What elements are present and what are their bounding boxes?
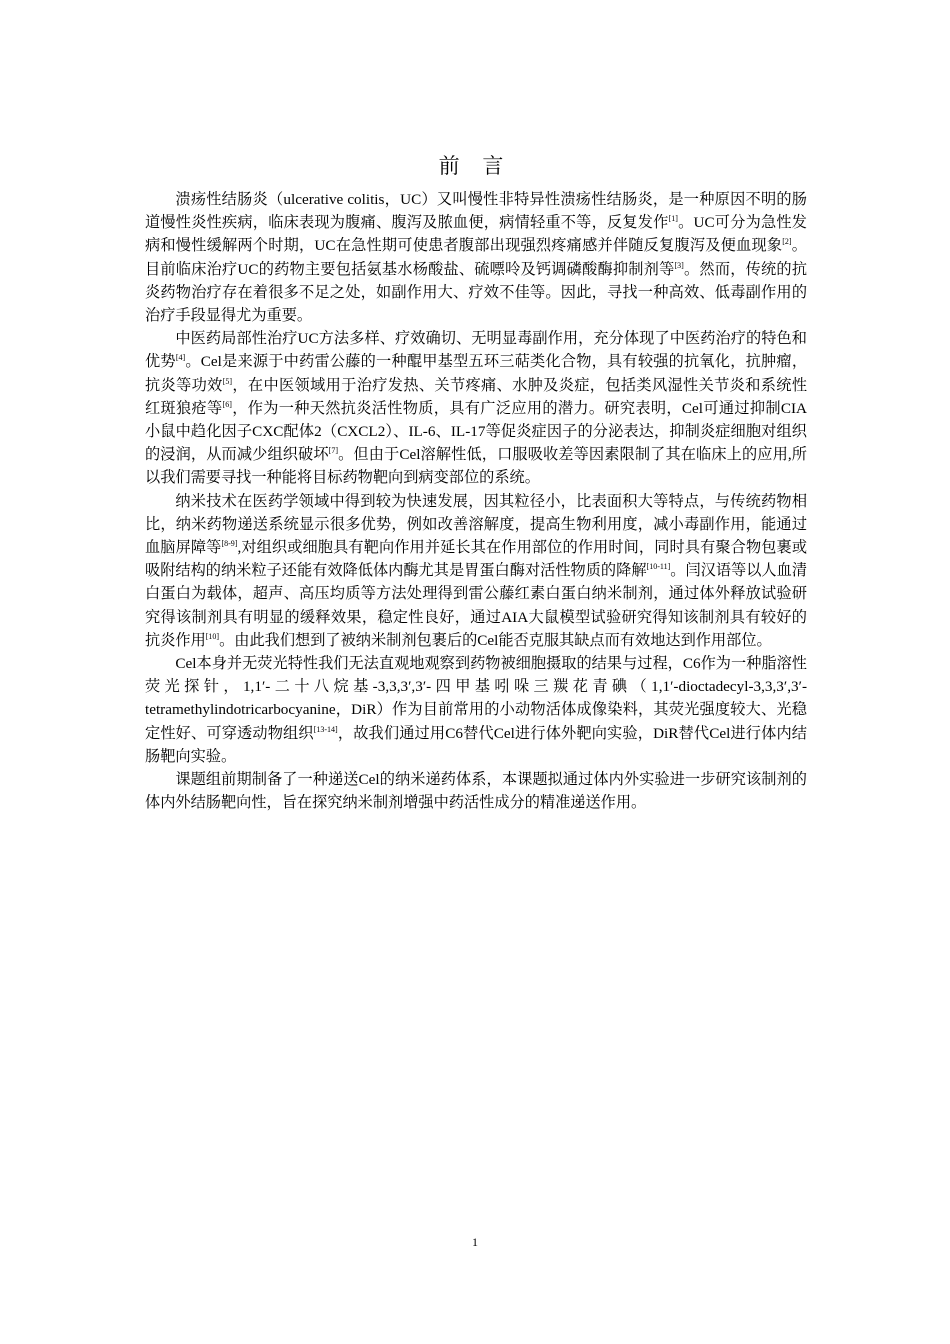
paragraph-1 bbox=[145, 188, 807, 327]
paragraph-3 bbox=[145, 490, 807, 652]
citation-ref: [5] bbox=[222, 376, 233, 386]
paragraph-text: 。闫汉语等以人血清白蛋白为载体，超声、高压均质等方法处理得到雷公藤红素白蛋白纳米制剂，通过体外释放试验研究得该制剂具有明显的缓释效果，稳定性良好，通过AIA大鼠模型试验研究得知该制剂具有较好的抗炎作用 bbox=[145, 562, 808, 649]
paragraph-text: 中医药局部性治疗UC方法多样、疗效确切、无明显毒副作用，充分体现了中医药治疗的特色和优势 bbox=[145, 330, 807, 371]
citation-ref: [4] bbox=[175, 353, 186, 363]
citation-ref: [8-9] bbox=[221, 539, 238, 549]
paragraph-text: Cel本身并无荧光特性我们无法直观地观察到药物被细胞摄取的结果与过程，C6作为一种脂溶性荧光探针，1,1′-二十八烷基-3,3,3′,3′-四甲基吲哚三羰花青碘（1,1′-dioctadecyl-3,3,3′,3′-tetramethylindotricarbocyanine，DiR）作为目前常用的小动物活体成像染料，其荧光强度较大、光稳定性好、可穿透动物组织 bbox=[145, 655, 807, 742]
citation-ref: [10-11] bbox=[646, 562, 671, 572]
citation-ref: [10] bbox=[205, 631, 220, 641]
paragraph-text: 课题组前期制备了一种递送Cel的纳米递药体系，本课题拟通过体内外实验进一步研究该制剂的体内外结肠靶向性，旨在探究纳米制剂增强中药活性成分的精准递送作用。 bbox=[145, 771, 807, 812]
paragraph-4 bbox=[145, 652, 807, 768]
paragraph-text: 。然而，传统的抗炎药物治疗存在着很多不足之处，如副作用大、疗效不佳等。因此，寻找一种高效、低毒副作用的治疗手段显得尤为重要。 bbox=[145, 260, 808, 325]
page-number: 1 bbox=[472, 1235, 478, 1249]
paragraph-2 bbox=[145, 327, 807, 489]
paragraph-text: 。但由于Cel溶解性低，口服吸收差等因素限制了其在临床上的应用,所以我们需要寻找一种能将目标药物靶向到病变部位的系统。 bbox=[145, 446, 807, 487]
paragraph-text: 。目前临床治疗UC的药物主要包括氨基水杨酸盐、硫嘌呤及钙调磷酸酶抑制剂等 bbox=[145, 237, 807, 278]
paragraph-text: ，在中医领域用于治疗发热、关节疼痛、水肿及炎症，包括类风湿性关节炎和系统性红斑狼疮等 bbox=[145, 376, 808, 417]
paragraph-5 bbox=[145, 768, 807, 814]
citation-ref: [6] bbox=[222, 399, 232, 409]
citation-ref: [13-14] bbox=[313, 724, 338, 734]
paragraph-text: 。由此我们想到了被纳米制剂包裹后的Cel能否克服其缺点而有效地达到作用部位。 bbox=[219, 631, 772, 649]
paragraph-text: 纳米技术在医药学领域中得到较为快速发展，因其粒径小，比表面积大等特点，与传统药物相比，纳米药物递送系统显示很多优势，例如改善溶解度，提高生物利用度，减小毒副作用，能通过血脑屏障等 bbox=[145, 492, 807, 557]
citation-ref: [2] bbox=[782, 237, 792, 247]
citation-ref: [7] bbox=[328, 446, 338, 456]
citation-ref: [3] bbox=[674, 260, 684, 270]
paragraph-text: ,对组织或细胞具有靶向作用并延长其在作用部位的作用时间，同时具有聚合物包裹或吸附结构的纳米粒子还能有效降低体内酶尤其是胃蛋白酶对活性物质的降解 bbox=[145, 539, 808, 580]
paragraph-text: 溃疡性结肠炎（ulcerative colitis，UC）又叫慢性非特异性溃疡性结肠炎，是一种原因不明的肠道慢性炎性疾病，临床表现为腹痛、腹泻及脓血便，病情轻重不等，反复发作 bbox=[145, 191, 807, 232]
paragraph-text: ，故我们通过用C6替代Cel进行体外靶向实验，DiR替代Cel进行体内结肠靶向实验。 bbox=[145, 724, 807, 765]
body-text bbox=[145, 188, 807, 814]
page-title: 前 言 bbox=[438, 154, 512, 178]
citation-ref: [1] bbox=[668, 214, 678, 224]
paragraph-text: 。UC可分为急性发病和慢性缓解两个时期，UC在急性期可使患者腹部出现强烈疼痛感并伴随反复腹泻及便血现象 bbox=[145, 214, 807, 255]
paragraph-text: ，作为一种天然抗炎活性物质，具有广泛应用的潜力。研究表明，Cel可通过抑制CIA小鼠中趋化因子CXC配体2（CXCL2）、IL-6、IL-17等促炎症因子的分泌表达，抑制炎症细胞对组织的浸润，从而减少组织破坏 bbox=[145, 399, 808, 464]
paragraph-text: 。Cel是来源于中药雷公藤的一种醌甲基型五环三萜类化合物，具有较强的抗氧化，抗肿瘤，抗炎等功效 bbox=[145, 353, 808, 394]
